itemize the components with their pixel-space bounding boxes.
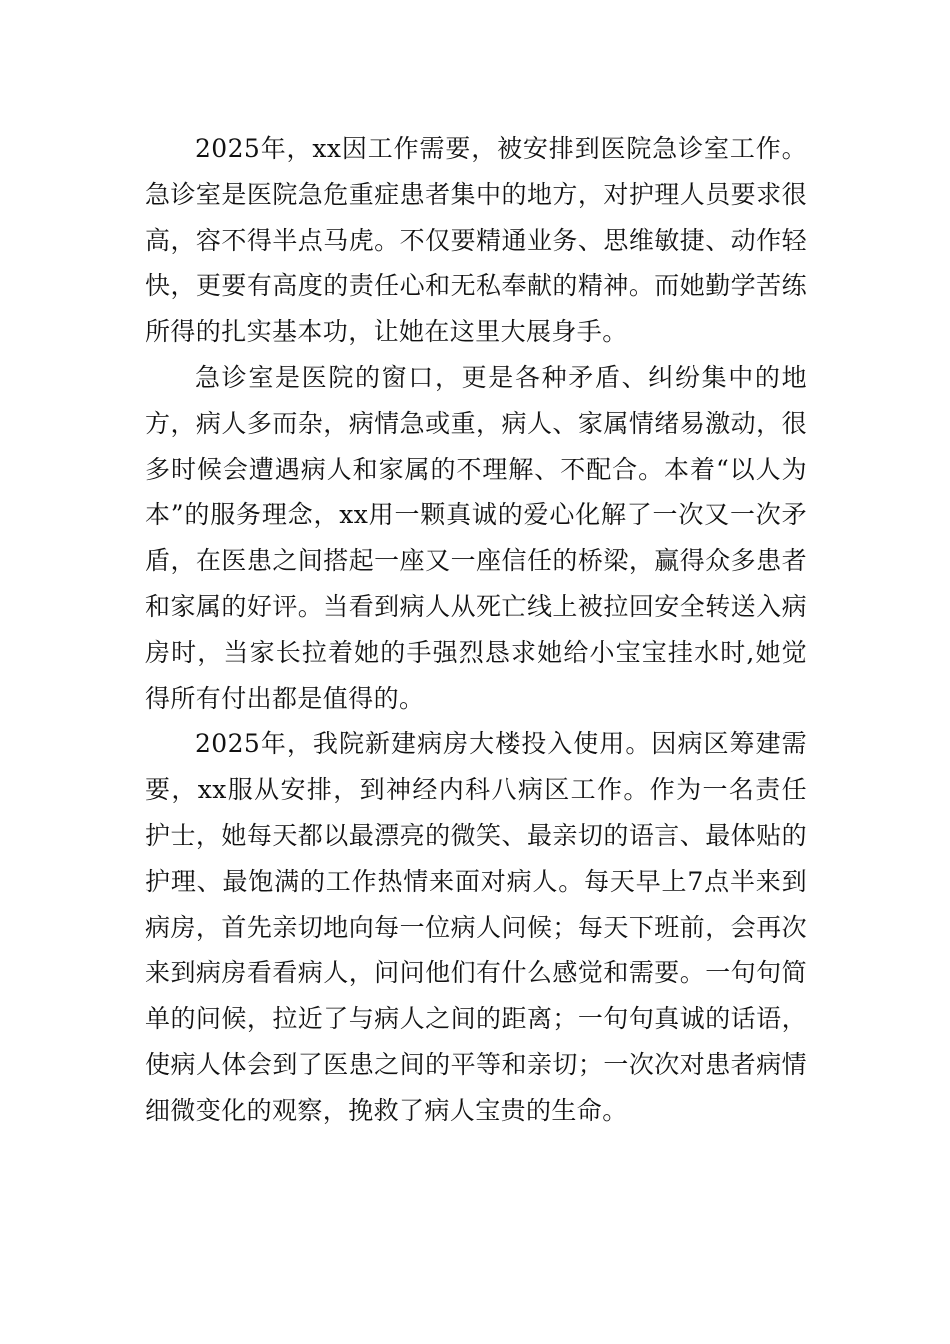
document-page	[145, 126, 807, 1134]
paragraph-3: 2025年，我院新建病房大楼投入使用。因病区筹建需要，xx服从安排，到神经内科八病区工作。作为一名责任护士，她每天都以最漂亮的微笑、最亲切的语言、最体贴的护理、最饱满的工作热情来面对病人。每天早上7点半来到病房，首先亲切地向每一位病人问候；每天下班前，会再次来到病房看看病人，问问他们有什么感觉和需要。一句句简单的问候，拉近了与病人之间的距离；一句句真诚的话语，使病人体会到了医患之间的平等和亲切；一次次对患者病情细微变化的观察，挽救了病人宝贵的生命。	[145, 729, 807, 1125]
paragraph-2: 急诊室是医院的窗口，更是各种矛盾、纠纷集中的地方，病人多而杂，病情急或重，病人、家属情绪易激动，很多时候会遭遇病人和家属的不理解、不配合。本着“以人为本”的服务理念，xx用一颗真诚的爱心化解了一次又一次矛盾，在医患之间搭起一座又一座信任的桥梁，赢得众多患者和家属的好评。当看到病人从死亡线上被拉回安全转送入病房时，当家长拉着她的手强烈恳求她给小宝宝挂水时,她觉得所有付出都是值得的。	[145, 362, 807, 713]
paragraph-1: 2025年，xx因工作需要，被安排到医院急诊室工作。急诊室是医院急危重症患者集中的地方，对护理人员要求很高，容不得半点马虎。不仅要精通业务、思维敏捷、动作轻快，更要有高度的责任心和无私奉献的精神。而她勤学苦练所得的扎实基本功，让她在这里大展身手。	[145, 134, 807, 347]
